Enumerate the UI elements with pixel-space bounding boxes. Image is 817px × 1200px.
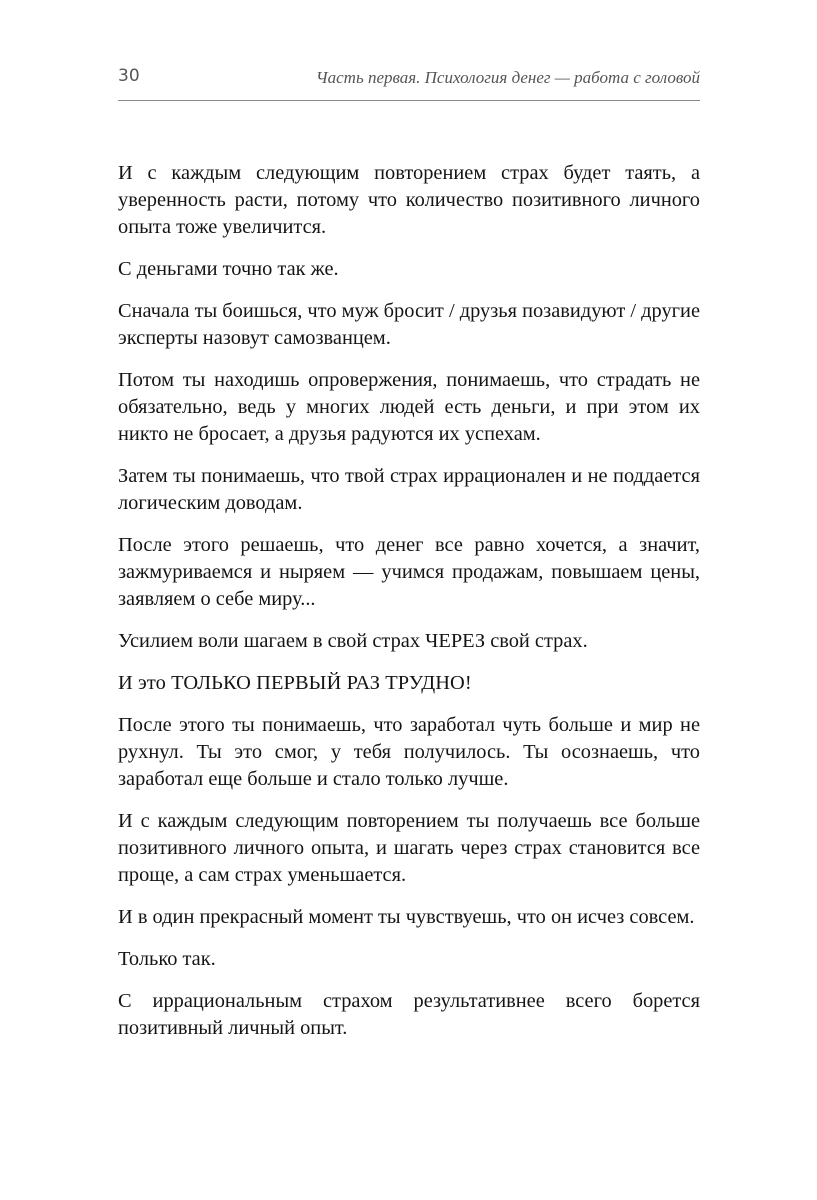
paragraph: После этого ты понимаешь, что заработал чуть больше и мир не рухнул. Ты это смог, у тебя получилось. Ты осознаешь, что заработал еще больше и стало только лучше. (118, 714, 700, 790)
paragraph: Потом ты находишь опровержения, понимаешь, что страдать не обязательно, ведь у многих людей есть деньги, и при этом их никто не бросает, а друзья радуются их успехам. (118, 369, 700, 445)
paragraph: Только так. (118, 948, 216, 970)
paragraph: И это ТОЛЬКО ПЕРВЫЙ РАЗ ТРУДНО! (118, 672, 472, 694)
paragraph: После этого решаешь, что денег все равно хочется, а значит, зажмуриваемся и ныряем — учимся продажам, повышаем цены, заявляем о себе миру... (118, 534, 700, 610)
paragraph: И с каждым следующим повторением страх будет таять, а уверенность расти, потому что количество позитивного личного опыта тоже увеличится. (118, 162, 700, 238)
body-text (118, 160, 700, 1057)
paragraph: И с каждым следующим повторением ты получаешь все больше позитивного личного опыта, и шагать через страх становится все проще, а сам страх уменьшается. (118, 810, 700, 886)
paragraph: Сначала ты боишься, что муж бросит / друзья позавидуют / другие эксперты назовут самозванцем. (118, 300, 700, 349)
section-title: Часть первая. Психология денег — работа с головой (315, 68, 700, 87)
paragraph: Затем ты понимаешь, что твой страх иррационален и не поддается логическим доводам. (118, 465, 700, 514)
paragraph: С деньгами точно так же. (118, 258, 339, 280)
paragraph: Усилием воли шагаем в свой страх ЧЕРЕЗ свой страх. (118, 630, 588, 652)
page-number: 30 (118, 66, 140, 86)
running-header (118, 64, 700, 101)
paragraph: И в один прекрасный момент ты чувствуешь, что он исчез совсем. (118, 906, 695, 928)
paragraph: С иррациональным страхом результативнее всего борется позитивный личный опыт. (118, 990, 700, 1039)
